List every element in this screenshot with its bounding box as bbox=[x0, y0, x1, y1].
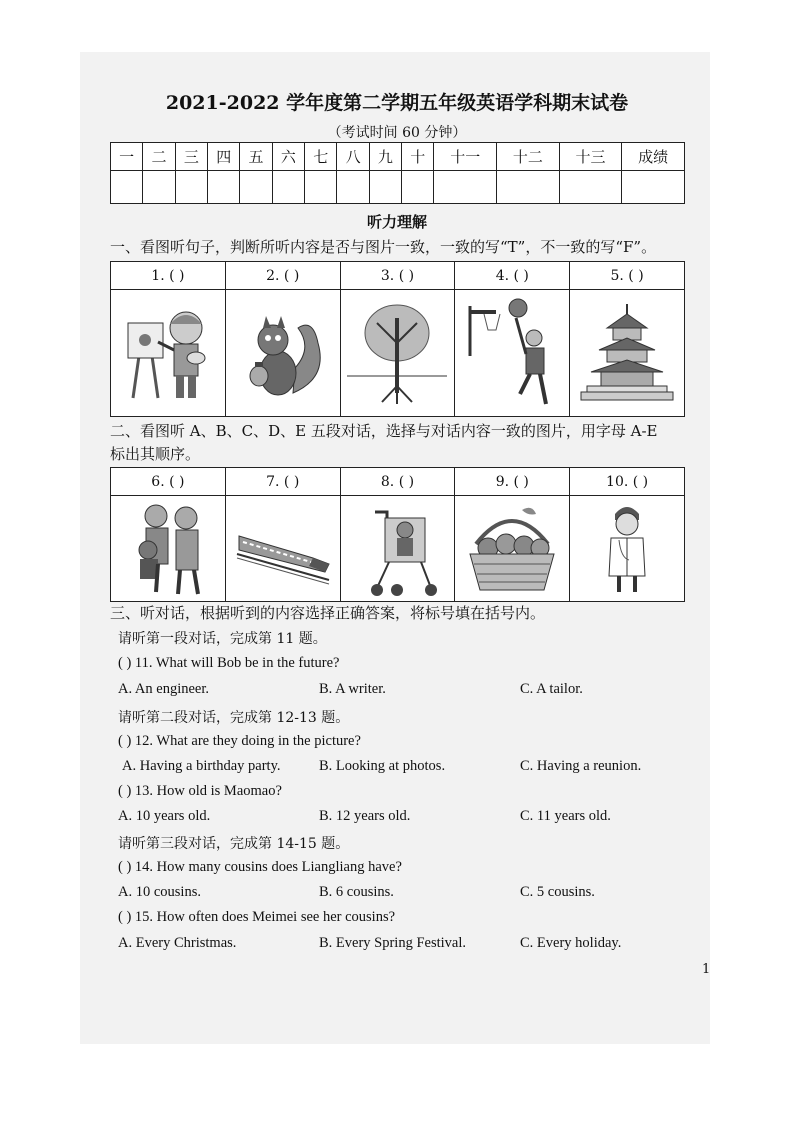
family-icon bbox=[118, 500, 218, 598]
score-entry-cell bbox=[559, 171, 622, 204]
item-4-label: 4. ( ) bbox=[455, 262, 570, 290]
q12-option-b: B. Looking at photos. bbox=[319, 758, 446, 774]
part1-instruction: 一、看图听句子，判断所听内容是否与图片一致，一致的写“T”，不一致的写“F”。 bbox=[110, 238, 657, 256]
q13-option-c: C. 11 years old. bbox=[520, 808, 611, 824]
question-14: ( ) 14. How many cousins does Liangliang have? bbox=[118, 859, 402, 875]
score-header-cell: 十二 bbox=[497, 143, 560, 171]
score-header-cell: 三 bbox=[175, 143, 207, 171]
page-number: 1 bbox=[702, 962, 711, 977]
q11-option-c: C. A tailor. bbox=[520, 681, 583, 697]
item-10-label: 10. ( ) bbox=[570, 468, 685, 496]
item-2-label: 2. ( ) bbox=[225, 262, 340, 290]
question-12: ( ) 12. What are they doing in the picture? bbox=[118, 733, 361, 749]
item-9-label: 9. ( ) bbox=[455, 468, 570, 496]
score-header-cell: 一 bbox=[111, 143, 143, 171]
exam-title: 2021-2022 学年度第二学期五年级英语学科期末试卷 bbox=[165, 92, 629, 114]
question-13: ( ) 13. How old is Maomao? bbox=[118, 783, 282, 799]
item-8-label: 8. ( ) bbox=[340, 468, 455, 496]
score-header-cell: 四 bbox=[208, 143, 240, 171]
part3-instruction: 三、听对话，根据听到的内容选择正确答案，将标号填在括号内。 bbox=[110, 604, 546, 622]
score-entry-cell bbox=[240, 171, 272, 204]
score-header-cell: 七 bbox=[305, 143, 337, 171]
score-header-cell: 十 bbox=[402, 143, 434, 171]
score-header-cell: 五 bbox=[240, 143, 272, 171]
score-header-cell: 十一 bbox=[434, 143, 497, 171]
score-header-cell: 成绩 bbox=[622, 143, 685, 171]
q14-option-a: A. 10 cousins. bbox=[118, 884, 201, 900]
score-entry-cell bbox=[143, 171, 175, 204]
score-entry-cell bbox=[272, 171, 304, 204]
part2-instruction-line1: 二、看图听 A、B、C、D、E 五段对话，选择与对话内容一致的图片，用字母 A-E bbox=[110, 422, 658, 440]
question-11: ( ) 11. What will Bob be in the future? bbox=[118, 655, 340, 671]
temple-of-heaven-icon bbox=[577, 298, 677, 408]
q14-option-b: B. 6 cousins. bbox=[319, 884, 394, 900]
q12-option-c: C. Having a reunion. bbox=[520, 758, 642, 774]
question-15: ( ) 15. How often does Meimei see her cousins? bbox=[118, 909, 396, 925]
item-1-label: 1. ( ) bbox=[111, 262, 226, 290]
q11-option-a: A. An engineer. bbox=[118, 681, 210, 697]
score-entry-cell bbox=[497, 171, 560, 204]
score-entry-cell bbox=[434, 171, 497, 204]
dialog-2-prompt: 请听第二段对话，完成第 12-13 题。 bbox=[118, 710, 350, 726]
score-entry-cell bbox=[622, 171, 685, 204]
dialog-3-prompt: 请听第三段对话，完成第 14-15 题。 bbox=[118, 836, 350, 852]
score-header-cell: 六 bbox=[272, 143, 304, 171]
apple-basket-icon bbox=[462, 500, 562, 598]
q12-option-a: A. Having a birthday party. bbox=[122, 758, 281, 774]
tree-icon bbox=[342, 298, 452, 408]
item-5-label: 5. ( ) bbox=[570, 262, 685, 290]
score-entry-cell bbox=[369, 171, 401, 204]
q15-option-c: C. Every holiday. bbox=[520, 935, 622, 951]
high-speed-train-icon bbox=[233, 500, 333, 598]
baby-stroller-icon bbox=[347, 500, 447, 598]
basketball-player-icon bbox=[462, 296, 562, 411]
q14-option-c: C. 5 cousins. bbox=[520, 884, 595, 900]
score-header-cell: 十三 bbox=[559, 143, 622, 171]
part2-picture-grid bbox=[110, 467, 685, 602]
item-7-label: 7. ( ) bbox=[225, 468, 340, 496]
squirrel-icon bbox=[233, 298, 333, 408]
part1-picture-grid bbox=[110, 261, 685, 417]
score-table bbox=[110, 142, 685, 204]
q15-option-a: A. Every Christmas. bbox=[118, 935, 237, 951]
q13-option-b: B. 12 years old. bbox=[319, 808, 411, 824]
score-entry-cell bbox=[208, 171, 240, 204]
score-entry-cell bbox=[175, 171, 207, 204]
score-header-cell: 九 bbox=[369, 143, 401, 171]
boy-painting-icon bbox=[118, 298, 218, 408]
dialog-1-prompt: 请听第一段对话，完成第 11 题。 bbox=[118, 631, 327, 647]
score-header-cell: 八 bbox=[337, 143, 369, 171]
item-6-label: 6. ( ) bbox=[111, 468, 226, 496]
score-header-cell: 二 bbox=[143, 143, 175, 171]
exam-duration: （考试时间 60 分钟） bbox=[327, 125, 467, 141]
q15-option-b: B. Every Spring Festival. bbox=[319, 935, 467, 951]
item-3-label: 3. ( ) bbox=[340, 262, 455, 290]
score-entry-cell bbox=[337, 171, 369, 204]
score-entry-cell bbox=[305, 171, 337, 204]
part2-instruction-line2: 标出其顺序。 bbox=[110, 445, 201, 463]
q13-option-a: A. 10 years old. bbox=[118, 808, 211, 824]
section-heading: 听力理解 bbox=[366, 213, 427, 231]
score-entry-cell bbox=[111, 171, 143, 204]
q11-option-b: B. A writer. bbox=[319, 681, 386, 697]
score-entry-cell bbox=[402, 171, 434, 204]
doctor-icon bbox=[577, 500, 677, 598]
